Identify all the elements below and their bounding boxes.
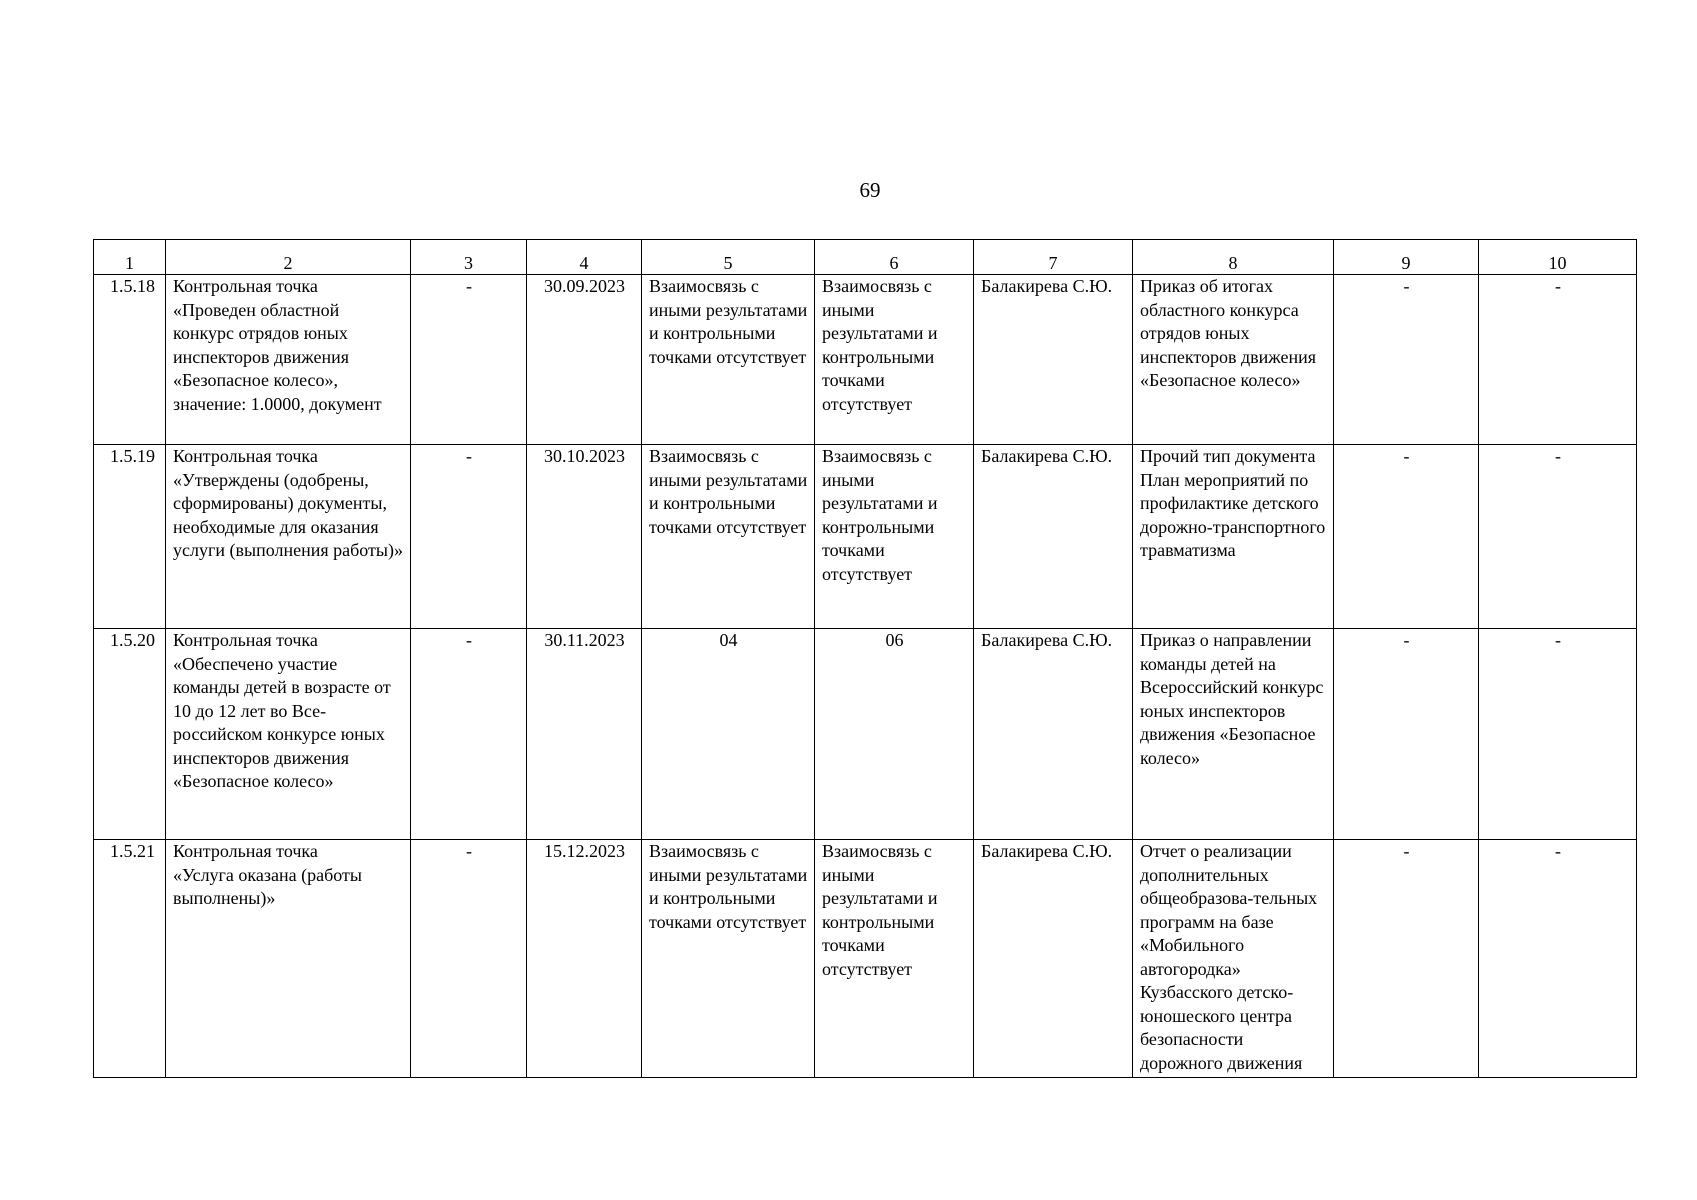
page-number: 69: [859, 178, 881, 202]
cell-col5: Взаимосвязь с иными результатами и контрольными точками отсутствует: [642, 275, 815, 445]
deadline-date: 30.11.2023: [527, 629, 642, 840]
cell-col6: Взаимосвязь с иными результатами и контрольными точками отсутствует: [815, 840, 974, 1078]
cell-col3: -: [411, 840, 527, 1078]
cell-col10: -: [1479, 629, 1637, 840]
deadline-date: 30.10.2023: [527, 445, 642, 629]
row-number: 1.5.20: [94, 629, 166, 840]
row-number: 1.5.21: [94, 840, 166, 1078]
document-type: Приказ о направлении команды детей на Всероссийский конкурс юных инспекторов движения «Безопасное колесо»: [1133, 629, 1334, 840]
column-header: 1: [94, 240, 166, 275]
table-header-row: [94, 240, 1637, 275]
responsible-person: Балакирева С.Ю.: [974, 275, 1133, 445]
table-row: [94, 840, 1637, 1078]
column-header: 6: [815, 240, 974, 275]
document-type: Приказ об итогах областного конкурса отрядов юных инспекторов движения «Безопасное колесо»: [1133, 275, 1334, 445]
cell-col9: -: [1334, 629, 1479, 840]
responsible-person: Балакирева С.Ю.: [974, 629, 1133, 840]
cell-col9: -: [1334, 275, 1479, 445]
control-point-name: Контрольная точка «Услуга оказана (работы выполнены)»: [166, 840, 411, 1078]
column-header: 2: [166, 240, 411, 275]
cell-col10: -: [1479, 275, 1637, 445]
control-point-name: Контрольная точка «Проведен областной конкурс отрядов юных инспекторов движения «Безопасное колесо», значение: 1.0000, документ: [166, 275, 411, 445]
column-header: 9: [1334, 240, 1479, 275]
cell-col5: Взаимосвязь с иными результатами и контрольными точками отсутствует: [642, 840, 815, 1078]
column-header: 10: [1479, 240, 1637, 275]
cell-col6: Взаимосвязь с иными результатами и контрольными точками отсутствует: [815, 275, 974, 445]
deadline-date: 15.12.2023: [527, 840, 642, 1078]
cell-col5: 04: [642, 629, 815, 840]
cell-col10: -: [1479, 445, 1637, 629]
cell-col6: Взаимосвязь с иными результатами и контрольными точками отсутствует: [815, 445, 974, 629]
table-row: [94, 275, 1637, 445]
cell-col3: -: [411, 445, 527, 629]
cell-col10: -: [1479, 840, 1637, 1078]
control-points-table: [93, 239, 1637, 1078]
table-row: [94, 445, 1637, 629]
column-header: 5: [642, 240, 815, 275]
table-row: [94, 629, 1637, 840]
responsible-person: Балакирева С.Ю.: [974, 840, 1133, 1078]
cell-col3: -: [411, 275, 527, 445]
control-point-name: Контрольная точка «Обеспечено участие команды детей в возрасте от 10 до 12 лет во Все-российском конкурсе юных инспекторов движения «Безопасное колесо»: [166, 629, 411, 840]
row-number: 1.5.19: [94, 445, 166, 629]
document-type: Отчет о реализации дополнительных общеобразова-тельных программ на базе «Мобильного автогородка» Кузбасского детско-юношеского центра безопасности дорожного движения: [1133, 840, 1334, 1078]
document-type: Прочий тип документа План мероприятий по профилактике детского дорожно-транспортного травматизма: [1133, 445, 1334, 629]
cell-col6: 06: [815, 629, 974, 840]
column-header: 4: [527, 240, 642, 275]
column-header: 8: [1133, 240, 1334, 275]
cell-col5: Взаимосвязь с иными результатами и контрольными точками отсутствует: [642, 445, 815, 629]
responsible-person: Балакирева С.Ю.: [974, 445, 1133, 629]
cell-col9: -: [1334, 840, 1479, 1078]
column-header: 7: [974, 240, 1133, 275]
control-point-name: Контрольная точка «Утверждены (одобрены, сформированы) документы, необходимые для оказания услуги (выполнения работы)»: [166, 445, 411, 629]
row-number: 1.5.18: [94, 275, 166, 445]
deadline-date: 30.09.2023: [527, 275, 642, 445]
cell-col3: -: [411, 629, 527, 840]
column-header: 3: [411, 240, 527, 275]
cell-col9: -: [1334, 445, 1479, 629]
